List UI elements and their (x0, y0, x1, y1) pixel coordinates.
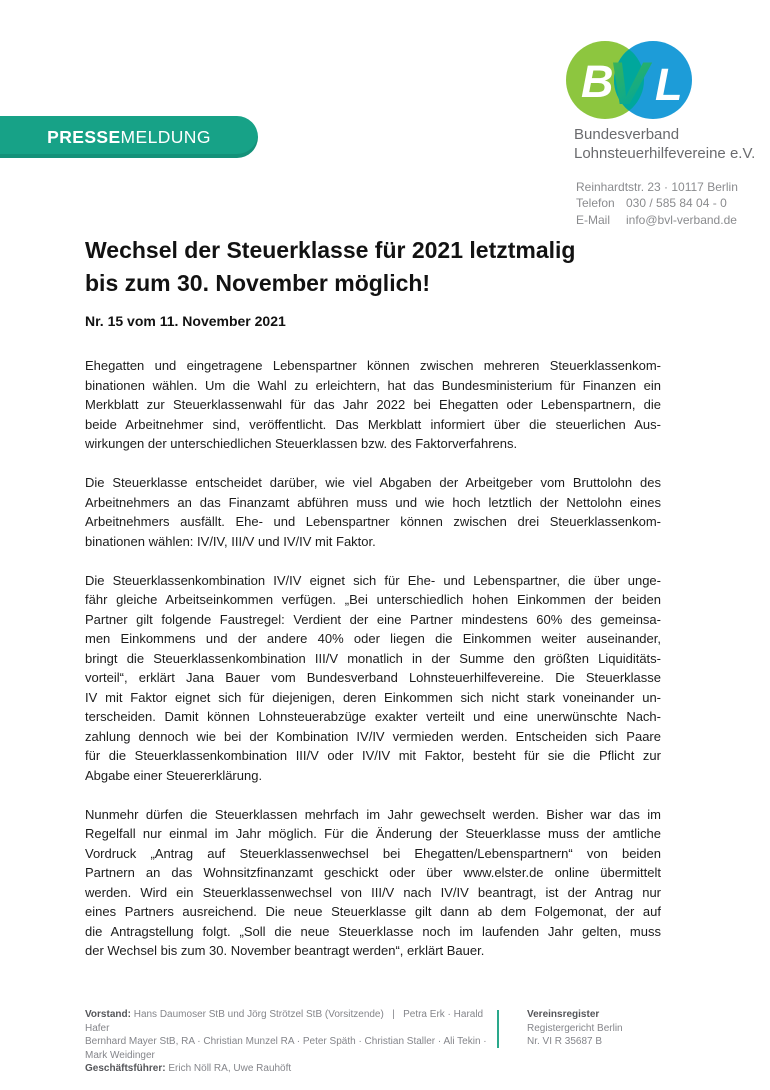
paragraph-line: wirkungen der unterschiedlichen Steuerklassen bzw. des Faktorverfahrens. (85, 436, 518, 451)
contact-phone-label: Telefon (576, 196, 615, 211)
paragraph-line: werden. Wird ein Steuerklassenwechsel von III/V nach IV/IV beantragt, ist der Antrag nur (85, 884, 661, 900)
contact-address (576, 179, 738, 195)
paragraph-line: binationen wählen: IV/IV, III/V und IV/IV mit Faktor. (85, 533, 376, 549)
paragraph-line: Arbeitnehmers an das Finanzamt abführen muss und wie hoch letztlich der Nettolohn eines (85, 494, 661, 510)
paragraph-line: IV mit Faktor eignet sich für diejenigen, deren Einkommen sich nicht stark voneinander un- (85, 689, 661, 705)
paragraph-line: Die Steuerklassenkombination IV/IV eignet sich für Ehe- und Lebenspartner, die über unge- (85, 572, 661, 588)
footer-gf-names: Erich Nöll RA, Uwe Rauhöft (165, 1063, 292, 1074)
body-text (85, 356, 661, 980)
org-name (574, 125, 755, 163)
footer-board-line2: Bernhard Mayer StB, RA · Christian Munzel RA · Peter Späth · Christian Staller · Ali Tekin · Mark Weidinger (85, 1036, 487, 1061)
footer-register-number: Nr. VI R 35687 B (527, 1036, 603, 1047)
paragraph-line: Partner gilt folgende Faustregel: Verdient der eine Partner mindestens 60% des gemeinsa- (85, 611, 661, 627)
paragraph-line: fähr gleiche Arbeitseinkommen verfügen. „Bei unterschiedlich hohen Einkommen der beiden (85, 592, 661, 607)
paragraph-line: beide Arbeitnehmer sind, veröffentlicht. Das Merkblatt informiert über die steuerlichen Aus- (85, 416, 661, 432)
contact-email-label: E-Mail (576, 212, 611, 227)
paragraph-line: Partnern an das Wohnsitzfinanzamt geschickt oder über www.elster.de online übermittelt (85, 865, 661, 880)
footer-board-line3 (85, 1062, 490, 1076)
contact-email (576, 212, 738, 228)
footer-divider (497, 1010, 499, 1048)
footer-register (527, 1008, 623, 1049)
paragraph-line: Regelfall nur einmal im Jahr möglich. Für die Änderung der Steuerklasse muss der amtliche (85, 826, 661, 841)
paragraph-line: vorteil“, erklärt Jana Bauer vom Bundesverband Lohnsteuerhilfevereine. Die Steuerklasse (85, 670, 661, 685)
paragraph-line: Vordruck „Antrag auf Steuerklassenwechsel bei Ehegatten/Lebenspartnern“ von beiden (85, 845, 661, 861)
paragraph-line: men Einkommens und der andere 40% oder liegen die Einkommen weiter auseinander, (85, 631, 661, 646)
issue-line: Nr. 15 vom 11. November 2021 (85, 313, 286, 329)
paragraph-line: eines Partners ausreichend. Die neue Steuerklasse gilt dann ab dem Folgemonat, der auf (85, 904, 661, 919)
ribbon-text-bold: PRESSE (47, 126, 121, 147)
paragraph-line: Merkblatt zur Steuerklassenwahl für das Jahr 2022 bei Ehegatten oder Lebenspartnern, die (85, 397, 661, 412)
paragraph (85, 805, 661, 961)
paragraph-line: bringt die Steuerklassenkombination III/V monatlich in der Summe den größten Liquiditäts- (85, 650, 661, 666)
org-name-line2: Lohnsteuerhilfevereine e.V. (574, 145, 756, 162)
paragraph-line: der Wechsel bis zum 30. November beantragt werden“, erklärt Bauer. (85, 943, 485, 958)
pressemeldung-ribbon (0, 116, 258, 158)
logo-letter-l: L (655, 59, 683, 110)
paragraph (85, 356, 661, 454)
paragraph-line: für die Steuerklassenkombination III/V oder IV/IV mit Faktor, besteht für sie die Pflicht zur (85, 748, 661, 763)
paragraph-line: Die Steuerklasse entscheidet darüber, wie viel Abgaben der Arbeitgeber vom Bruttolohn des (85, 475, 661, 490)
footer-board-line1 (85, 1008, 490, 1035)
footer-gf-label: Geschäftsführer: (85, 1063, 166, 1074)
contact-email-value: info@bvl-verband.de (626, 212, 737, 227)
paragraph-line: zahlung dennoch wie bei der Kombination IV/IV vermieden werden. Entscheiden sich Paare (85, 728, 661, 744)
footer-vorstand-names1: Hans Daumoser StB und Jörg Strötzel StB (Vorsitzende) | Petra Erk · Harald Hafer (85, 1009, 486, 1034)
headline (85, 234, 685, 299)
paragraph-line: die Antragstellung folgt. „Soll die neue Steuerklasse noch im laufenden Jahr gelten, muss (85, 923, 661, 939)
footer-register-title: Vereinsregister (527, 1009, 600, 1020)
contact-address-text: Reinhardtstr. 23 · 10117 Berlin (576, 180, 738, 194)
paragraph-line: Nunmehr dürfen die Steuerklassen mehrfach im Jahr gewechselt werden. Bisher war das im (85, 806, 661, 822)
paragraph (85, 571, 661, 786)
paragraph-line: Abgabe einer Steuererklärung. (85, 767, 263, 783)
paragraph-line: Arbeitnehmers ausfällt. Ehe- und Lebenspartner können zwischen drei Steuerklassenkom- (85, 514, 661, 529)
paragraph-line: binationen wählen. Um die Wahl zu erleichtern, hat das Bundesministerium für Finanzen ein (85, 377, 661, 393)
paragraph-line: Ehegatten und eingetragene Lebenspartner können zwischen mehreren Steuerklassenkom- (85, 358, 661, 373)
headline-line2: bis zum 30. November möglich! (85, 269, 431, 296)
contact-phone (576, 195, 738, 211)
contact-block (576, 179, 738, 228)
headline-line1: Wechsel der Steuerklasse für 2021 letztmalig (85, 237, 576, 263)
org-name-line1: Bundesverband (574, 126, 680, 143)
contact-phone-value: 030 / 585 84 04 - 0 (626, 196, 727, 211)
logo-letter-v: V (608, 50, 649, 117)
bvl-logo (566, 38, 696, 122)
footer-vorstand-label: Vorstand: (85, 1009, 131, 1020)
paragraph-line: terscheiden. Damit können Lohnsteuerabzüge exakter verteilt und eine unerwünschte Nach- (85, 709, 661, 724)
paragraph (85, 473, 661, 551)
bvl-logo-icon (566, 38, 696, 122)
footer-register-court: Registergericht Berlin (527, 1022, 623, 1034)
logo-letter-b: B (581, 56, 614, 107)
footer-board (85, 1008, 490, 1076)
ribbon-text-regular: MELDUNG (120, 126, 211, 147)
